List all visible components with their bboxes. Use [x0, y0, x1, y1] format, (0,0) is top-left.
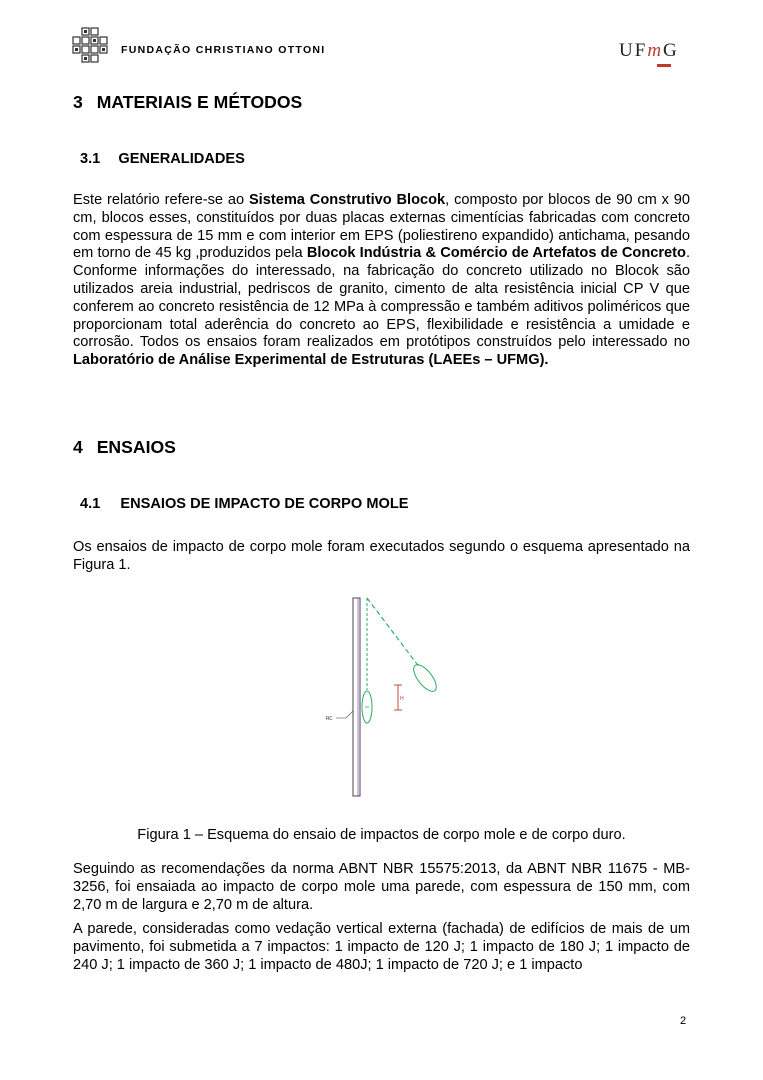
- section-3-number: 3: [73, 92, 83, 112]
- para-segment: . Conforme informações do interessado, na fabricação do concreto utilizado no Blocok são utilizados areia industrial, pedriscos de granito, cimento de alta resistência inicial CP V que conferem ao concreto resistência de 12 MPa à compressão e também aditivos poliméricos que proporcionam total aderência do concreto ao EPS, flexibilidade e resistência a umidade e corrosão. Todos os ensaios foram realizados em protótipos construídos pelo interessado no: [73, 245, 690, 351]
- section-3-title: MATERIAIS E MÉTODOS: [96, 92, 303, 112]
- figure-1-caption: [0, 827, 763, 843]
- section-3-1-heading: [80, 151, 245, 167]
- section-4-1-paragraph-2: Seguindo as recomendações da norma ABNT NBR 15575:2013, da ABNT NBR 11675 - MB-3256, foi ensaiada ao impacto de corpo mole uma parede, com espessura de 150 mm, com 2,70 m de largura e 2,70 m de altura.: [73, 861, 690, 913]
- section-4-1-paragraph-3: A parede, consideradas como vedação vertical externa (fachada) de edifícios de mais de um pavimento, foi submetida a 7 impactos: 1 impacto de 120 J; 1 impacto de 180 J; 1 impacto de 240 J; 1 impacto de 360 J; 1 impacto de 480J; 1 impacto de 720 J; e 1 impacto: [73, 921, 690, 973]
- section-4-number: 4: [73, 437, 83, 457]
- section-4-1-heading: [80, 496, 408, 512]
- ufmg-logo-f: F: [634, 40, 648, 61]
- sack-swung: [410, 661, 441, 695]
- section-3-1-paragraph: [73, 192, 690, 370]
- section-4-1-number: 4.1: [80, 496, 101, 512]
- section-4-heading: [73, 437, 176, 458]
- section-4-1-title: ENSAIOS DE IMPACTO DE CORPO MOLE: [120, 496, 409, 512]
- fco-logo-icon: [72, 27, 108, 67]
- page-number: 2: [680, 1015, 687, 1027]
- org-name: FUNDAÇÃO CHRISTIANO OTTONI: [121, 44, 326, 56]
- para-segment-bold: Sistema Construtivo Blocok: [248, 192, 446, 208]
- ufmg-logo-u: U: [619, 40, 635, 61]
- figure-1-diagram: [320, 590, 450, 805]
- ufmg-logo-m: m: [647, 40, 664, 61]
- rc-label: RC: [326, 716, 333, 722]
- figure-caption-prefix: Figura 1 –: [137, 827, 204, 843]
- pendulum-swing-line: [367, 598, 420, 668]
- height-label: H: [400, 696, 404, 702]
- section-4-1-intro: Os ensaios de impacto de corpo mole foram executados segundo o esquema apresentado na Figura 1.: [73, 539, 690, 573]
- section-3-heading: [73, 92, 302, 113]
- wall-outline: [353, 598, 360, 796]
- para-segment: Este relatório refere-se ao: [73, 192, 249, 208]
- para-segment-bold: Blocok Indústria & Comércio de Artefatos de Concreto: [306, 245, 686, 262]
- section-4-title: ENSAIOS: [96, 437, 176, 457]
- ufmg-logo-g: G: [663, 40, 679, 61]
- section-3-1-number: 3.1: [80, 151, 101, 167]
- ufmg-logo: [619, 40, 679, 62]
- figure-caption-text: Esquema do ensaio de impactos de corpo mole e de corpo duro.: [203, 827, 626, 843]
- para-segment-bold: Laboratório de Análise Experimental de Estruturas (LAEEs – UFMG).: [73, 352, 549, 369]
- para-segment: , composto por blocos de 90 cm x 90 cm, blocos esses, constituídos por duas placas externas cimentícias fabricadas com concreto com espessura de 15 mm e com interior em EPS (poliestireno expandido) antichama, pesando em torno de 45 kg ,produzidos pela: [73, 192, 690, 262]
- section-3-1-title: GENERALIDADES: [118, 151, 245, 167]
- ufmg-logo-underline: [657, 64, 671, 67]
